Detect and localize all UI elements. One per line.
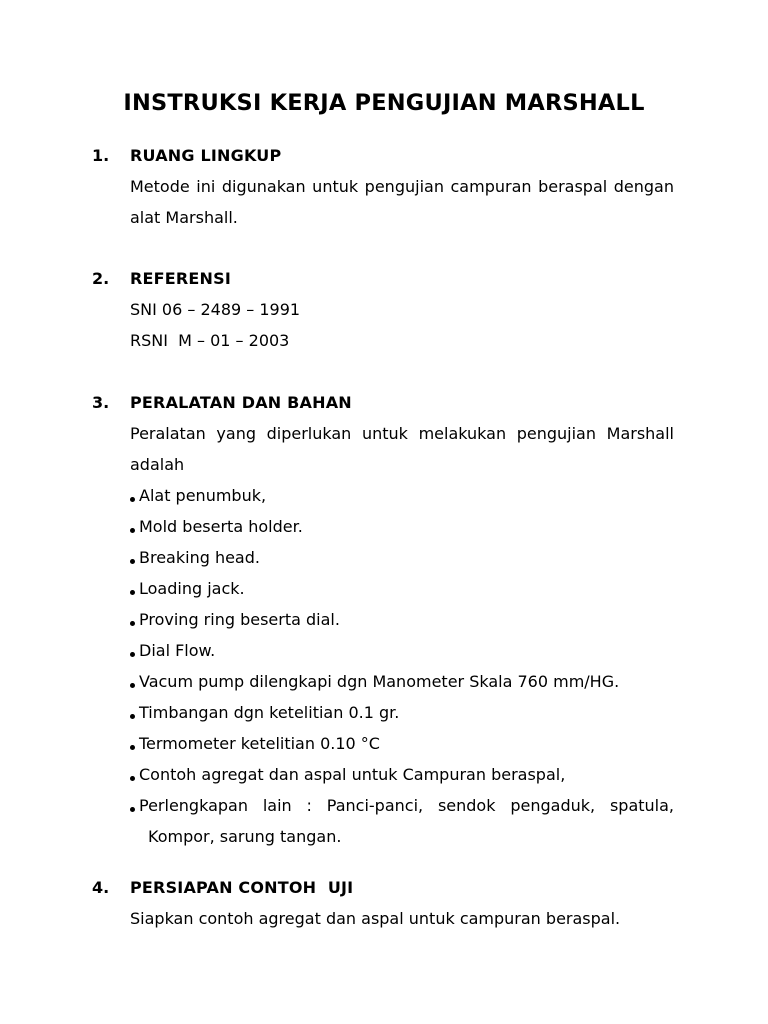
list-item: Perlengkapan lain : Panci-panci, sendok pengaduk, spatula, Kompor, sarung tangan. xyxy=(130,790,674,852)
bullet-icon xyxy=(130,776,135,781)
section-text: Siapkan contoh agregat dan aspal untuk campuran beraspal. xyxy=(130,909,621,928)
section-number: 4. xyxy=(92,878,110,897)
section-heading: REFERENSI xyxy=(130,269,232,288)
bullet-icon xyxy=(130,683,135,688)
list-item: Alat penumbuk, xyxy=(130,480,674,511)
section-heading: RUANG LINGKUP xyxy=(130,146,282,165)
bullet-icon xyxy=(130,745,135,750)
section-text: Metode ini digunakan untuk pengujian campuran beraspal dengan alat Marshall. xyxy=(130,177,674,227)
list-item: Vacum pump dilengkapi dgn Manometer Skala 760 mm/HG. xyxy=(130,666,674,697)
bullet-icon xyxy=(130,621,135,626)
section-number: 2. xyxy=(92,269,110,288)
list-item: Breaking head. xyxy=(130,542,674,573)
equipment-list xyxy=(130,480,674,852)
list-item: Mold beserta holder. xyxy=(130,511,674,542)
reference-list xyxy=(130,294,674,356)
section-number: 1. xyxy=(92,146,110,165)
list-item: Dial Flow. xyxy=(130,635,674,666)
list-item: Contoh agregat dan aspal untuk Campuran beraspal, xyxy=(130,759,674,790)
bullet-icon xyxy=(130,652,135,657)
document-title: INSTRUKSI KERJA PENGUJIAN MARSHALL xyxy=(123,90,645,116)
reference-item: SNI 06 – 2489 – 1991 xyxy=(130,300,301,319)
list-item: Termometer ketelitian 0.10 °C xyxy=(130,728,674,759)
list-item: Timbangan dgn ketelitian 0.1 gr. xyxy=(130,697,674,728)
bullet-icon xyxy=(130,807,135,812)
section-heading: PERALATAN DAN BAHAN xyxy=(130,393,352,412)
reference-item: RSNI M – 01 – 2003 xyxy=(130,331,290,350)
bullet-icon xyxy=(130,528,135,533)
list-item: Loading jack. xyxy=(130,573,674,604)
section-number: 3. xyxy=(92,393,110,412)
section-text: Peralatan yang diperlukan untuk melakukan pengujian Marshall adalah xyxy=(130,424,674,474)
bullet-icon xyxy=(130,497,135,502)
bullet-icon xyxy=(130,714,135,719)
bullet-icon xyxy=(130,559,135,564)
section-heading: PERSIAPAN CONTOH UJI xyxy=(130,878,354,897)
bullet-icon xyxy=(130,590,135,595)
list-item: Proving ring beserta dial. xyxy=(130,604,674,635)
